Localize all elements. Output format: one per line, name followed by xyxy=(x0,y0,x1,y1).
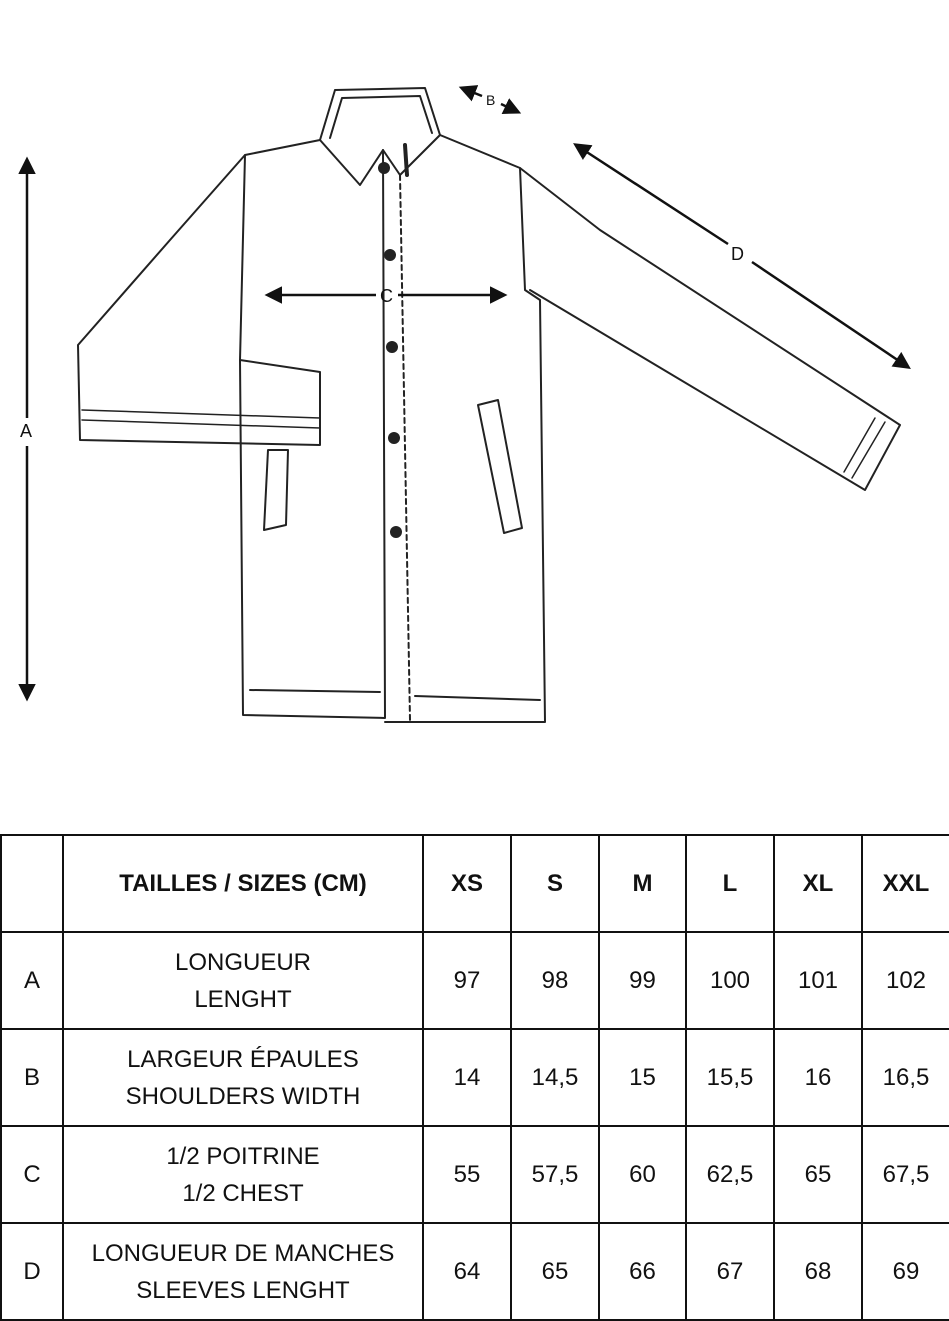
table-cell: 67,5 xyxy=(862,1126,949,1223)
row-label xyxy=(63,932,423,1029)
header-title: TAILLES / SIZES (CM) xyxy=(63,835,423,932)
table-cell: 60 xyxy=(599,1126,686,1223)
table-cell: 62,5 xyxy=(686,1126,774,1223)
label-french: LONGUEUR xyxy=(174,948,312,976)
label-french: LARGEUR ÉPAULES xyxy=(127,1045,359,1073)
arrow-b-left xyxy=(462,88,482,96)
label-b: B xyxy=(486,92,496,108)
row-label xyxy=(63,1029,423,1126)
table-cell: 99 xyxy=(599,932,686,1029)
header-size: XS xyxy=(423,835,511,932)
table-cell: 68 xyxy=(774,1223,862,1320)
row-label xyxy=(63,1223,423,1320)
button xyxy=(384,249,396,261)
left-sleeve xyxy=(78,155,320,445)
header-size: M xyxy=(599,835,686,932)
header-corner xyxy=(1,835,63,932)
right-pocket xyxy=(478,400,522,533)
label-english: SHOULDERS WIDTH xyxy=(125,1082,361,1110)
arrow-d-lower xyxy=(752,262,908,367)
table-cell: 67 xyxy=(686,1223,774,1320)
row-letter: B xyxy=(1,1029,63,1126)
size-chart-table xyxy=(0,834,949,1321)
hem-line xyxy=(250,690,540,700)
table-row xyxy=(1,1029,949,1126)
table-row xyxy=(1,932,949,1029)
row-letter: A xyxy=(1,932,63,1029)
right-sleeve xyxy=(520,168,900,490)
header-size: S xyxy=(511,835,599,932)
button xyxy=(388,432,400,444)
label-english: LENGHT xyxy=(194,985,292,1013)
label-french: 1/2 POITRINE xyxy=(166,1142,320,1170)
button xyxy=(378,162,390,174)
collar-inner xyxy=(330,96,432,138)
table-cell: 14 xyxy=(423,1029,511,1126)
table-cell: 57,5 xyxy=(511,1126,599,1223)
left-pocket xyxy=(264,450,288,530)
table-row xyxy=(1,1223,949,1320)
buttons xyxy=(378,162,402,538)
label-english: SLEEVES LENGHT xyxy=(136,1276,350,1304)
button xyxy=(390,526,402,538)
button xyxy=(386,341,398,353)
row-label xyxy=(63,1126,423,1223)
table-cell: 69 xyxy=(862,1223,949,1320)
table-cell: 15,5 xyxy=(686,1029,774,1126)
header-size: XL xyxy=(774,835,862,932)
table-cell: 64 xyxy=(423,1223,511,1320)
table-cell: 100 xyxy=(686,932,774,1029)
table-cell: 66 xyxy=(599,1223,686,1320)
table-cell: 16,5 xyxy=(862,1029,949,1126)
table-cell: 15 xyxy=(599,1029,686,1126)
label-d: D xyxy=(731,244,744,264)
table-header-row xyxy=(1,835,949,932)
table-cell: 98 xyxy=(511,932,599,1029)
table-cell: 101 xyxy=(774,932,862,1029)
front-placket xyxy=(400,175,410,720)
table-row xyxy=(1,1126,949,1223)
label-a: A xyxy=(20,421,33,441)
row-letter: D xyxy=(1,1223,63,1320)
table-cell: 65 xyxy=(774,1126,862,1223)
label-english: 1/2 CHEST xyxy=(182,1179,304,1207)
label-c: C xyxy=(380,286,393,306)
table-cell: 65 xyxy=(511,1223,599,1320)
header-size: XXL xyxy=(862,835,949,932)
header-size: L xyxy=(686,835,774,932)
table-cell: 102 xyxy=(862,932,949,1029)
arrow-b-right xyxy=(501,104,518,112)
table-cell: 16 xyxy=(774,1029,862,1126)
label-french: LONGUEUR DE MANCHES xyxy=(91,1239,395,1267)
table-cell: 55 xyxy=(423,1126,511,1223)
row-letter: C xyxy=(1,1126,63,1223)
table-cell: 14,5 xyxy=(511,1029,599,1126)
jacket-body-left xyxy=(240,140,385,718)
table-cell: 97 xyxy=(423,932,511,1029)
